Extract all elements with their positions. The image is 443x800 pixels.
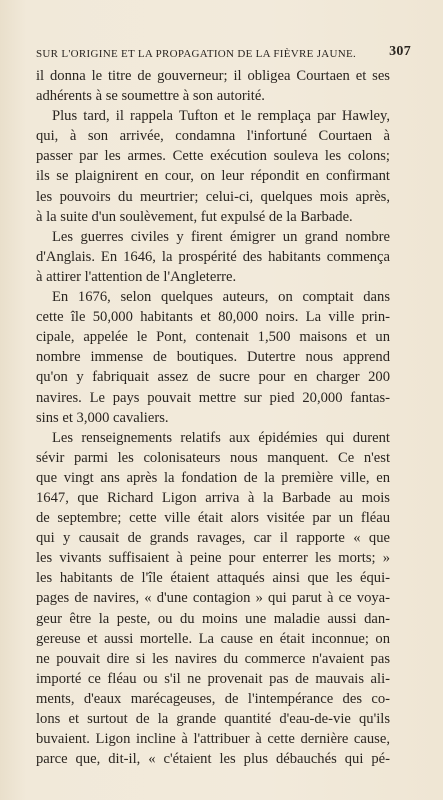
text-line: navires. Le pays pouvait mettre sur pied 20,000 fantas-	[36, 389, 390, 406]
text-line: les pouvoirs du meurtrier; celui-ci, quelques mois après,	[36, 188, 390, 205]
text-line: que vingt ans après la fondation de la première ville, en	[36, 469, 390, 486]
text-line: geur être la peste, ou du moins une maladie aussi dan-	[36, 610, 390, 627]
text-line: à la suite d'un soulèvement, fut expulsé de la Barbade.	[36, 208, 353, 225]
text-line: il donna le titre de gouverneur; il obligea Courtaen et ses	[36, 68, 390, 84]
running-title: SUR L'ORIGINE ET LA PROPAGATION DE LA FIÈVRE JAUNE.	[36, 48, 357, 60]
text-line: buvaient. Ligon incline à l'attribuer à cette dernière cause,	[36, 731, 390, 748]
text-line: passer par les armes. Cette exécution souleva les colons;	[36, 148, 390, 165]
text-line: les habitants de l'île étaient attaqués ainsi que les équi-	[36, 570, 390, 587]
text-line: parce que, dit-il, « c'étaient les plus débauchés qui pé-	[36, 751, 390, 768]
text-line: Les renseignements relatifs aux épidémies qui durent	[52, 429, 390, 446]
text-line: Plus tard, il rappela Tufton et le remplaça par Hawley,	[52, 108, 390, 125]
text-line: de septembre; cette ville était alors visitée par un fléau	[36, 510, 390, 527]
text-line: sévir parmi les colonisateurs nous manquent. Ce n'est	[36, 449, 390, 466]
text-line: ne pouvait dire si les navires du commerce n'avaient pas	[36, 650, 390, 667]
text-line: cette île 50,000 habitants et 80,000 noirs. La ville prin-	[36, 309, 390, 326]
text-line: cipale, appelée le Pont, contenait 1,500 maisons et un	[36, 329, 390, 346]
text-line: qui, à son arrivée, condamna l'infortuné Courtaen à	[36, 128, 390, 145]
text-line: à attirer l'attention de l'Angleterre.	[36, 268, 237, 285]
text-line: pages de navires, « d'une contagion » qui parut à ce voya-	[36, 590, 390, 607]
text-line: ils se plaignirent en cour, on leur répondit en confirmant	[36, 168, 390, 185]
text-line: 1647, que Richard Ligon arriva à la Barbade au mois	[36, 489, 390, 506]
text-line: les vivants suffisaient à peine pour enterrer les morts; »	[36, 550, 390, 567]
text-line: gereuse et aussi mortelle. La cause en était inconnue; on	[36, 630, 390, 647]
text-line: Les guerres civiles y firent émigrer un grand nombre	[52, 228, 390, 245]
body-text	[36, 66, 390, 769]
text-line: importé ce fléau ou s'il ne provenait pas de mauvais ali-	[36, 670, 390, 687]
text-line: sins et 3,000 cavaliers.	[36, 409, 169, 426]
text-line: adhérents à se soumettre à son autorité.	[36, 88, 265, 105]
text-line: qu'on y fabriquait assez de sucre pour en charger 200	[36, 369, 390, 386]
page-number: 307	[389, 44, 411, 59]
text-line: lons et surtout de la grande quantité d'eau-de-vie qu'ils	[36, 711, 390, 727]
text-line: d'Anglais. En 1646, la prospérité des habitants commença	[36, 248, 390, 265]
text-line: ments, d'eaux marécageuses, de l'intempérance des co-	[36, 690, 390, 707]
text-line: En 1676, selon quelques auteurs, on comptait dans	[52, 289, 390, 306]
text-line: qui y causait de grands ravages, car il rapporte « que	[36, 530, 390, 547]
text-line: nombre immense de boutiques. Dutertre nous apprend	[36, 349, 390, 366]
running-header	[36, 44, 411, 62]
